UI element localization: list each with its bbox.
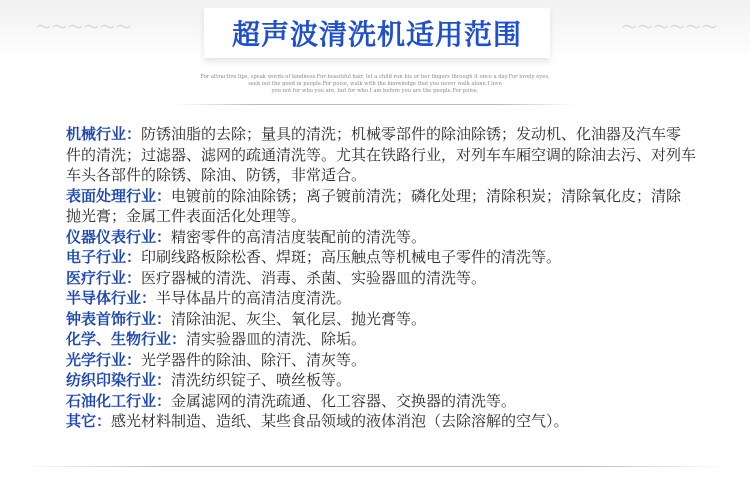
application-item bbox=[66, 186, 696, 227]
category-label: 钟表首饰行业： bbox=[66, 309, 172, 328]
page-title: 超声波清洗机适用范围 bbox=[231, 18, 522, 51]
banner-watermark-left: ～～～～～～ bbox=[36, 18, 133, 36]
application-item bbox=[66, 227, 696, 248]
category-label: 电子行业： bbox=[66, 248, 142, 266]
tagline bbox=[160, 74, 590, 95]
category-label: 光学行业： bbox=[66, 350, 142, 369]
application-list bbox=[66, 124, 696, 432]
category-description: 印刷线路板除松香、焊斑；高压触点等机械电子零件的清洗等。 bbox=[141, 248, 562, 266]
tagline-line: seek out the good in people.For poise, walk with the knowledge that you never walk alone.I love bbox=[248, 81, 502, 87]
application-item bbox=[66, 247, 696, 268]
header-banner bbox=[0, 0, 750, 60]
category-label: 化学、生物行业： bbox=[66, 330, 187, 348]
application-item bbox=[66, 268, 696, 289]
application-item bbox=[66, 288, 696, 309]
category-label: 表面处理行业： bbox=[66, 186, 172, 205]
application-item bbox=[66, 370, 696, 391]
divider-bottom bbox=[22, 466, 728, 467]
category-description: 清除油泥、灰尘、氧化层、抛光膏等。 bbox=[171, 309, 427, 328]
application-item bbox=[66, 350, 696, 371]
category-description: 感光材料制造、造纸、某些食品领域的液体消泡（去除溶解的空气）。 bbox=[111, 412, 569, 430]
tagline-line: For attractive lips, speak words of kindness.For beautiful hair, let a child run his or her fingers through it once a day.For lovely eyes, bbox=[200, 74, 550, 80]
category-label: 仪器仪表行业： bbox=[66, 227, 172, 246]
application-item bbox=[66, 329, 696, 350]
application-item bbox=[66, 309, 696, 330]
category-label: 医疗行业： bbox=[66, 268, 142, 287]
category-description: 半导体晶片的高清洁度清洗。 bbox=[156, 289, 352, 307]
category-description: 电镀前的除油除锈；离子镀前清洗；磷化处理；清除积炭；清除氧化皮；清除抛光膏；金属工件表面活化处理等。 bbox=[66, 186, 682, 225]
category-label: 纺织印染行业： bbox=[66, 371, 172, 389]
banner-watermark-right: ～～～～～～ bbox=[621, 18, 718, 36]
category-label: 半导体行业： bbox=[66, 289, 157, 307]
application-item bbox=[66, 124, 696, 186]
category-description: 清实验器皿的清洗、除垢。 bbox=[186, 330, 367, 348]
tagline-line: you not for who you are, but for who I am before you are the people.For poise, bbox=[271, 88, 479, 94]
category-label: 其它： bbox=[66, 412, 112, 430]
category-description: 医疗器械的清洗、消毒、杀菌、实验器皿的清洗等。 bbox=[141, 268, 487, 287]
application-item bbox=[66, 391, 696, 412]
category-description: 金属滤网的清洗疏通、化工容器、交换器的清洗等。 bbox=[171, 391, 517, 410]
category-description: 光学器件的除油、除汗、清灰等。 bbox=[141, 350, 367, 369]
category-label: 石油化工行业： bbox=[66, 391, 172, 410]
category-label: 机械行业： bbox=[66, 125, 142, 143]
application-item bbox=[66, 411, 696, 432]
title-box bbox=[204, 8, 550, 58]
category-description: 精密零件的高清洁度装配前的清洗等。 bbox=[171, 227, 427, 246]
category-description: 防锈油脂的去除；量具的清洗；机械零部件的除油除锈；发动机、化油器及汽车零件的清洗；过滤器、滤网的疏通清洗等。尤其在铁路行业，对列车车厢空调的除油去污、对列车车头各部件的除锈、除油、防锈，非常适合。 bbox=[66, 125, 697, 184]
category-description: 清洗纺织锭子、喷丝板等。 bbox=[171, 371, 352, 389]
divider-top bbox=[176, 104, 576, 105]
